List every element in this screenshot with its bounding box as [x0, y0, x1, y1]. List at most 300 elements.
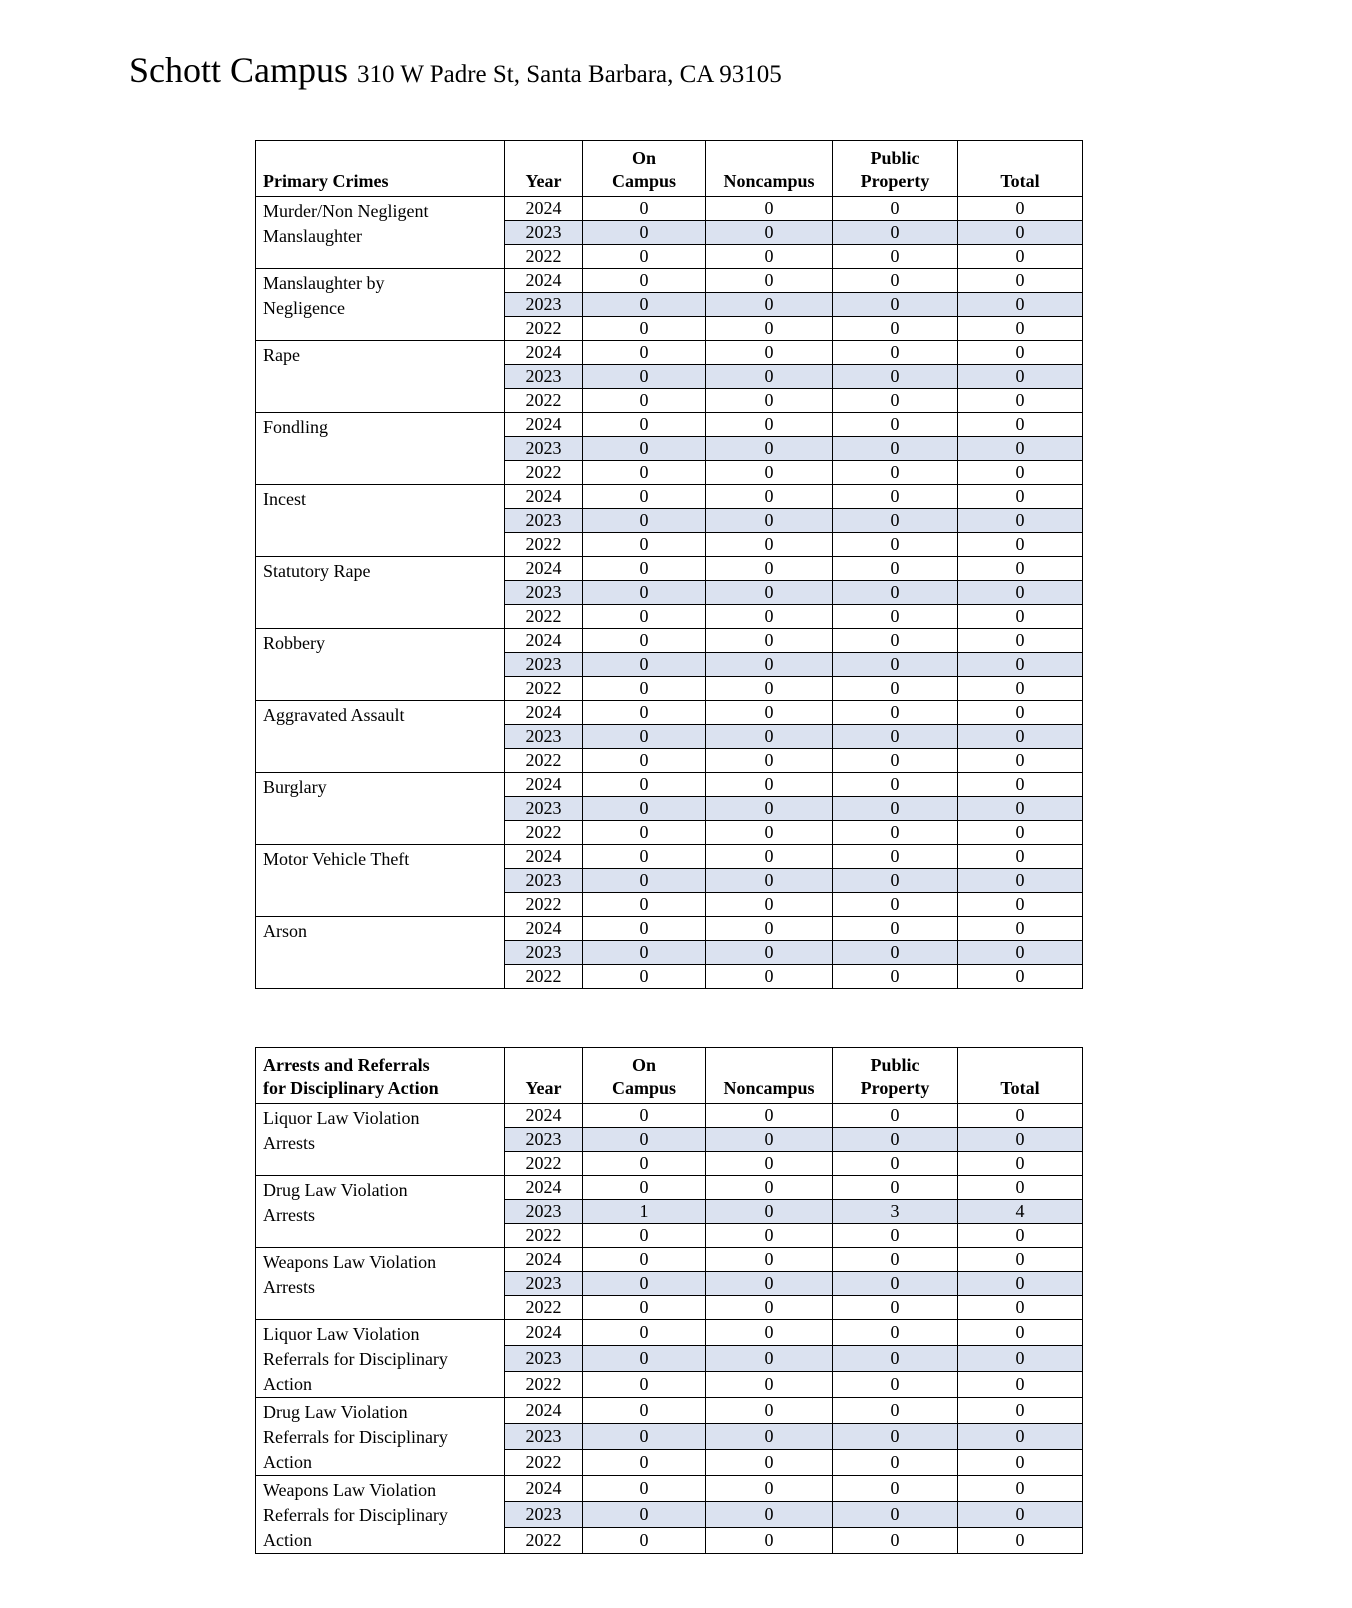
year-cell: 2023	[505, 293, 583, 317]
value-cell-on-campus: 0	[583, 1346, 706, 1372]
value-cell-public-property: 0	[833, 1450, 958, 1476]
header-row	[256, 1048, 1083, 1104]
value-cell-noncampus: 0	[706, 941, 833, 965]
year-cell: 2024	[505, 197, 583, 221]
year-cell: 2024	[505, 341, 583, 365]
category-cell: Rape	[256, 341, 505, 413]
category-cell: Drug Law Violation Referrals for Disciplinary Action	[256, 1398, 505, 1476]
value-cell-public-property: 0	[833, 725, 958, 749]
year-cell: 2023	[505, 221, 583, 245]
value-cell-total: 0	[958, 533, 1083, 557]
value-cell-noncampus: 0	[706, 317, 833, 341]
value-cell-on-campus: 0	[583, 1224, 706, 1248]
value-cell-total: 0	[958, 1372, 1083, 1398]
value-cell-noncampus: 0	[706, 1152, 833, 1176]
value-cell-public-property: 0	[833, 797, 958, 821]
value-cell-public-property: 0	[833, 365, 958, 389]
category-cell: Weapons Law Violation Arrests	[256, 1248, 505, 1320]
value-cell-total: 0	[958, 197, 1083, 221]
value-cell-noncampus: 0	[706, 1224, 833, 1248]
value-cell-noncampus: 0	[706, 1398, 833, 1424]
table-row	[256, 1320, 1083, 1346]
value-cell-on-campus: 0	[583, 725, 706, 749]
year-cell: 2023	[505, 509, 583, 533]
value-cell-total: 0	[958, 1272, 1083, 1296]
value-cell-public-property: 0	[833, 533, 958, 557]
category-cell: Drug Law Violation Arrests	[256, 1176, 505, 1248]
value-cell-noncampus: 0	[706, 629, 833, 653]
value-cell-public-property: 0	[833, 1346, 958, 1372]
value-cell-public-property: 0	[833, 557, 958, 581]
value-cell-public-property: 0	[833, 965, 958, 989]
table-row	[256, 557, 1083, 581]
value-cell-public-property: 0	[833, 1398, 958, 1424]
value-cell-public-property: 0	[833, 893, 958, 917]
year-cell: 2022	[505, 1224, 583, 1248]
value-cell-public-property: 0	[833, 821, 958, 845]
value-cell-on-campus: 1	[583, 1200, 706, 1224]
value-cell-noncampus: 0	[706, 821, 833, 845]
column-header-noncampus: Noncampus	[706, 141, 833, 197]
year-cell: 2024	[505, 1320, 583, 1346]
value-cell-total: 0	[958, 1320, 1083, 1346]
value-cell-total: 0	[958, 821, 1083, 845]
value-cell-total: 0	[958, 1296, 1083, 1320]
value-cell-total: 0	[958, 797, 1083, 821]
table-row	[256, 341, 1083, 365]
value-cell-noncampus: 0	[706, 221, 833, 245]
year-cell: 2022	[505, 821, 583, 845]
value-cell-on-campus: 0	[583, 389, 706, 413]
category-cell: Incest	[256, 485, 505, 557]
category-cell: Motor Vehicle Theft	[256, 845, 505, 917]
value-cell-public-property: 0	[833, 437, 958, 461]
value-cell-public-property: 0	[833, 845, 958, 869]
value-cell-noncampus: 0	[706, 605, 833, 629]
value-cell-noncampus: 0	[706, 917, 833, 941]
value-cell-noncampus: 0	[706, 1502, 833, 1528]
year-cell: 2022	[505, 605, 583, 629]
year-cell: 2023	[505, 437, 583, 461]
year-cell: 2023	[505, 1200, 583, 1224]
value-cell-public-property: 0	[833, 1152, 958, 1176]
value-cell-public-property: 0	[833, 1476, 958, 1502]
year-cell: 2022	[505, 677, 583, 701]
year-cell: 2022	[505, 1372, 583, 1398]
value-cell-on-campus: 0	[583, 509, 706, 533]
category-cell: Murder/Non Negligent Manslaughter	[256, 197, 505, 269]
value-cell-on-campus: 0	[583, 653, 706, 677]
column-header-total: Total	[958, 1048, 1083, 1104]
year-cell: 2023	[505, 1346, 583, 1372]
value-cell-public-property: 0	[833, 317, 958, 341]
value-cell-noncampus: 0	[706, 1176, 833, 1200]
value-cell-public-property: 0	[833, 677, 958, 701]
value-cell-total: 0	[958, 1476, 1083, 1502]
value-cell-total: 0	[958, 1450, 1083, 1476]
value-cell-noncampus: 0	[706, 269, 833, 293]
year-cell: 2022	[505, 245, 583, 269]
value-cell-total: 4	[958, 1200, 1083, 1224]
value-cell-noncampus: 0	[706, 1272, 833, 1296]
value-cell-public-property: 0	[833, 485, 958, 509]
value-cell-total: 0	[958, 1128, 1083, 1152]
value-cell-noncampus: 0	[706, 533, 833, 557]
category-cell: Liquor Law Violation Referrals for Disciplinary Action	[256, 1320, 505, 1398]
value-cell-noncampus: 0	[706, 1104, 833, 1128]
value-cell-noncampus: 0	[706, 413, 833, 437]
value-cell-public-property: 0	[833, 413, 958, 437]
value-cell-on-campus: 0	[583, 1502, 706, 1528]
column-header-year: Year	[505, 141, 583, 197]
arrests-and-referrals-title-header: Arrests and Referrals for Disciplinary Action	[256, 1048, 505, 1104]
value-cell-on-campus: 0	[583, 1152, 706, 1176]
table-row	[256, 197, 1083, 221]
value-cell-total: 0	[958, 365, 1083, 389]
category-cell: Weapons Law Violation Referrals for Disciplinary Action	[256, 1476, 505, 1554]
value-cell-on-campus: 0	[583, 773, 706, 797]
value-cell-total: 0	[958, 965, 1083, 989]
category-cell: Fondling	[256, 413, 505, 485]
value-cell-on-campus: 0	[583, 269, 706, 293]
value-cell-total: 0	[958, 869, 1083, 893]
value-cell-public-property: 0	[833, 389, 958, 413]
value-cell-total: 0	[958, 461, 1083, 485]
value-cell-noncampus: 0	[706, 1128, 833, 1152]
value-cell-total: 0	[958, 317, 1083, 341]
primary-crimes-table	[255, 140, 1083, 989]
value-cell-noncampus: 0	[706, 245, 833, 269]
year-cell: 2023	[505, 797, 583, 821]
page-title	[129, 48, 782, 100]
value-cell-noncampus: 0	[706, 1200, 833, 1224]
value-cell-total: 0	[958, 245, 1083, 269]
table-row	[256, 1176, 1083, 1200]
year-cell: 2023	[505, 725, 583, 749]
value-cell-on-campus: 0	[583, 317, 706, 341]
value-cell-on-campus: 0	[583, 797, 706, 821]
value-cell-public-property: 0	[833, 605, 958, 629]
value-cell-total: 0	[958, 1398, 1083, 1424]
year-cell: 2024	[505, 917, 583, 941]
year-cell: 2024	[505, 485, 583, 509]
value-cell-public-property: 0	[833, 221, 958, 245]
value-cell-total: 0	[958, 389, 1083, 413]
value-cell-on-campus: 0	[583, 437, 706, 461]
value-cell-public-property: 0	[833, 629, 958, 653]
value-cell-on-campus: 0	[583, 1248, 706, 1272]
value-cell-total: 0	[958, 1152, 1083, 1176]
value-cell-on-campus: 0	[583, 1176, 706, 1200]
value-cell-noncampus: 0	[706, 1476, 833, 1502]
value-cell-on-campus: 0	[583, 1372, 706, 1398]
value-cell-on-campus: 0	[583, 701, 706, 725]
value-cell-public-property: 0	[833, 293, 958, 317]
value-cell-on-campus: 0	[583, 221, 706, 245]
value-cell-on-campus: 0	[583, 197, 706, 221]
category-cell: Liquor Law Violation Arrests	[256, 1104, 505, 1176]
value-cell-total: 0	[958, 1248, 1083, 1272]
value-cell-public-property: 0	[833, 1320, 958, 1346]
year-cell: 2022	[505, 1152, 583, 1176]
table-row	[256, 413, 1083, 437]
year-cell: 2022	[505, 1528, 583, 1554]
value-cell-noncampus: 0	[706, 437, 833, 461]
value-cell-on-campus: 0	[583, 1476, 706, 1502]
value-cell-on-campus: 0	[583, 461, 706, 485]
value-cell-noncampus: 0	[706, 461, 833, 485]
value-cell-total: 0	[958, 701, 1083, 725]
category-cell: Arson	[256, 917, 505, 989]
value-cell-on-campus: 0	[583, 1450, 706, 1476]
value-cell-noncampus: 0	[706, 1450, 833, 1476]
value-cell-on-campus: 0	[583, 1296, 706, 1320]
year-cell: 2023	[505, 1502, 583, 1528]
table-row	[256, 269, 1083, 293]
table-row	[256, 917, 1083, 941]
year-cell: 2024	[505, 1176, 583, 1200]
value-cell-total: 0	[958, 581, 1083, 605]
value-cell-public-property: 0	[833, 1424, 958, 1450]
year-cell: 2024	[505, 413, 583, 437]
value-cell-public-property: 0	[833, 1502, 958, 1528]
value-cell-public-property: 0	[833, 701, 958, 725]
value-cell-noncampus: 0	[706, 797, 833, 821]
category-cell: Statutory Rape	[256, 557, 505, 629]
value-cell-on-campus: 0	[583, 341, 706, 365]
value-cell-noncampus: 0	[706, 749, 833, 773]
value-cell-noncampus: 0	[706, 365, 833, 389]
value-cell-total: 0	[958, 653, 1083, 677]
table-row	[256, 1476, 1083, 1502]
primary-crimes-title-header: Primary Crimes	[256, 141, 505, 197]
value-cell-on-campus: 0	[583, 1272, 706, 1296]
value-cell-on-campus: 0	[583, 965, 706, 989]
year-cell: 2024	[505, 1248, 583, 1272]
year-cell: 2024	[505, 845, 583, 869]
value-cell-total: 0	[958, 749, 1083, 773]
value-cell-total: 0	[958, 917, 1083, 941]
value-cell-on-campus: 0	[583, 749, 706, 773]
value-cell-public-property: 0	[833, 1372, 958, 1398]
value-cell-on-campus: 0	[583, 629, 706, 653]
year-cell: 2022	[505, 965, 583, 989]
value-cell-noncampus: 0	[706, 701, 833, 725]
year-cell: 2022	[505, 317, 583, 341]
value-cell-on-campus: 0	[583, 557, 706, 581]
year-cell: 2024	[505, 1476, 583, 1502]
campus-address: 310 W Padre St, Santa Barbara, CA 93105	[357, 61, 782, 88]
value-cell-on-campus: 0	[583, 845, 706, 869]
year-cell: 2023	[505, 581, 583, 605]
value-cell-on-campus: 0	[583, 293, 706, 317]
value-cell-on-campus: 0	[583, 1128, 706, 1152]
value-cell-noncampus: 0	[706, 389, 833, 413]
value-cell-public-property: 0	[833, 1104, 958, 1128]
value-cell-noncampus: 0	[706, 293, 833, 317]
value-cell-noncampus: 0	[706, 1372, 833, 1398]
value-cell-public-property: 0	[833, 1176, 958, 1200]
value-cell-noncampus: 0	[706, 197, 833, 221]
year-cell: 2022	[505, 893, 583, 917]
value-cell-public-property: 0	[833, 581, 958, 605]
value-cell-public-property: 0	[833, 245, 958, 269]
year-cell: 2023	[505, 653, 583, 677]
year-cell: 2023	[505, 365, 583, 389]
value-cell-on-campus: 0	[583, 1320, 706, 1346]
value-cell-public-property: 3	[833, 1200, 958, 1224]
value-cell-noncampus: 0	[706, 485, 833, 509]
year-cell: 2024	[505, 773, 583, 797]
value-cell-public-property: 0	[833, 1272, 958, 1296]
value-cell-total: 0	[958, 221, 1083, 245]
column-header-on-campus: On Campus	[583, 141, 706, 197]
table-row	[256, 629, 1083, 653]
value-cell-public-property: 0	[833, 461, 958, 485]
value-cell-public-property: 0	[833, 917, 958, 941]
year-cell: 2024	[505, 701, 583, 725]
year-cell: 2022	[505, 533, 583, 557]
value-cell-noncampus: 0	[706, 341, 833, 365]
column-header-public-property: Public Property	[833, 1048, 958, 1104]
value-cell-total: 0	[958, 845, 1083, 869]
value-cell-public-property: 0	[833, 869, 958, 893]
year-cell: 2024	[505, 557, 583, 581]
value-cell-public-property: 0	[833, 341, 958, 365]
value-cell-total: 0	[958, 1528, 1083, 1554]
campus-name: Schott Campus	[129, 50, 349, 90]
value-cell-public-property: 0	[833, 1224, 958, 1248]
value-cell-public-property: 0	[833, 941, 958, 965]
value-cell-noncampus: 0	[706, 1296, 833, 1320]
value-cell-noncampus: 0	[706, 1320, 833, 1346]
value-cell-noncampus: 0	[706, 965, 833, 989]
column-header-year: Year	[505, 1048, 583, 1104]
value-cell-on-campus: 0	[583, 365, 706, 389]
value-cell-public-property: 0	[833, 1528, 958, 1554]
column-header-public-property: Public Property	[833, 141, 958, 197]
value-cell-total: 0	[958, 485, 1083, 509]
value-cell-noncampus: 0	[706, 1248, 833, 1272]
value-cell-on-campus: 0	[583, 245, 706, 269]
table-row	[256, 773, 1083, 797]
value-cell-total: 0	[958, 509, 1083, 533]
value-cell-total: 0	[958, 677, 1083, 701]
category-cell: Aggravated Assault	[256, 701, 505, 773]
value-cell-total: 0	[958, 1224, 1083, 1248]
value-cell-total: 0	[958, 341, 1083, 365]
value-cell-total: 0	[958, 1176, 1083, 1200]
value-cell-noncampus: 0	[706, 725, 833, 749]
table-row	[256, 1248, 1083, 1272]
value-cell-on-campus: 0	[583, 941, 706, 965]
value-cell-total: 0	[958, 437, 1083, 461]
value-cell-on-campus: 0	[583, 413, 706, 437]
value-cell-public-property: 0	[833, 1248, 958, 1272]
value-cell-on-campus: 0	[583, 1424, 706, 1450]
value-cell-public-property: 0	[833, 509, 958, 533]
value-cell-public-property: 0	[833, 653, 958, 677]
value-cell-total: 0	[958, 1346, 1083, 1372]
value-cell-total: 0	[958, 1502, 1083, 1528]
value-cell-total: 0	[958, 773, 1083, 797]
year-cell: 2024	[505, 1104, 583, 1128]
column-header-on-campus: On Campus	[583, 1048, 706, 1104]
year-cell: 2022	[505, 1296, 583, 1320]
value-cell-public-property: 0	[833, 1296, 958, 1320]
value-cell-noncampus: 0	[706, 557, 833, 581]
column-header-total: Total	[958, 141, 1083, 197]
year-cell: 2024	[505, 1398, 583, 1424]
year-cell: 2022	[505, 461, 583, 485]
value-cell-total: 0	[958, 293, 1083, 317]
value-cell-on-campus: 0	[583, 893, 706, 917]
value-cell-public-property: 0	[833, 749, 958, 773]
value-cell-on-campus: 0	[583, 1398, 706, 1424]
value-cell-total: 0	[958, 605, 1083, 629]
year-cell: 2023	[505, 941, 583, 965]
value-cell-noncampus: 0	[706, 773, 833, 797]
value-cell-on-campus: 0	[583, 1104, 706, 1128]
value-cell-public-property: 0	[833, 269, 958, 293]
value-cell-total: 0	[958, 893, 1083, 917]
value-cell-noncampus: 0	[706, 893, 833, 917]
value-cell-on-campus: 0	[583, 485, 706, 509]
year-cell: 2022	[505, 389, 583, 413]
value-cell-noncampus: 0	[706, 1528, 833, 1554]
value-cell-public-property: 0	[833, 773, 958, 797]
value-cell-on-campus: 0	[583, 869, 706, 893]
value-cell-noncampus: 0	[706, 1424, 833, 1450]
value-cell-on-campus: 0	[583, 821, 706, 845]
value-cell-noncampus: 0	[706, 845, 833, 869]
value-cell-total: 0	[958, 269, 1083, 293]
table-row	[256, 1104, 1083, 1128]
value-cell-on-campus: 0	[583, 677, 706, 701]
value-cell-on-campus: 0	[583, 581, 706, 605]
category-cell: Manslaughter by Negligence	[256, 269, 505, 341]
year-cell: 2022	[505, 1450, 583, 1476]
value-cell-on-campus: 0	[583, 533, 706, 557]
year-cell: 2023	[505, 869, 583, 893]
value-cell-total: 0	[958, 413, 1083, 437]
value-cell-noncampus: 0	[706, 1346, 833, 1372]
value-cell-total: 0	[958, 725, 1083, 749]
value-cell-on-campus: 0	[583, 605, 706, 629]
value-cell-on-campus: 0	[583, 1528, 706, 1554]
value-cell-on-campus: 0	[583, 917, 706, 941]
year-cell: 2023	[505, 1424, 583, 1450]
value-cell-total: 0	[958, 1424, 1083, 1450]
year-cell: 2023	[505, 1272, 583, 1296]
year-cell: 2023	[505, 1128, 583, 1152]
year-cell: 2024	[505, 269, 583, 293]
category-cell: Burglary	[256, 773, 505, 845]
value-cell-total: 0	[958, 1104, 1083, 1128]
table-row	[256, 701, 1083, 725]
table-row	[256, 485, 1083, 509]
value-cell-public-property: 0	[833, 1128, 958, 1152]
year-cell: 2022	[505, 749, 583, 773]
value-cell-total: 0	[958, 629, 1083, 653]
value-cell-noncampus: 0	[706, 677, 833, 701]
table-row	[256, 1398, 1083, 1424]
header-row	[256, 141, 1083, 197]
value-cell-total: 0	[958, 941, 1083, 965]
value-cell-noncampus: 0	[706, 581, 833, 605]
value-cell-noncampus: 0	[706, 509, 833, 533]
column-header-noncampus: Noncampus	[706, 1048, 833, 1104]
